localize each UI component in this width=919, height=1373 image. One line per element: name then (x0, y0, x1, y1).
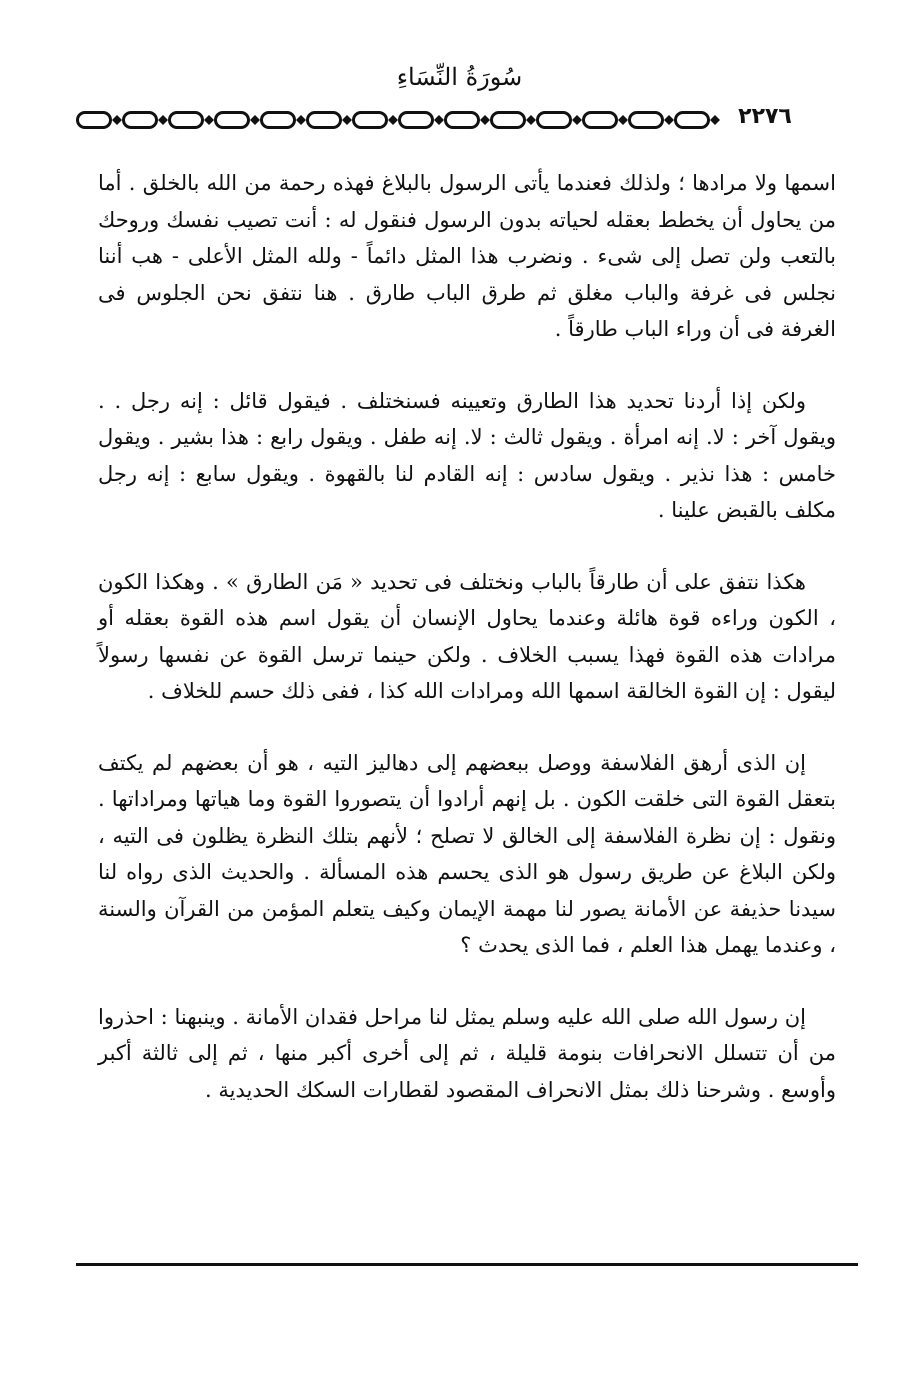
paragraph: إن الذى أرهق الفلاسفة ووصل ببعضهم إلى دهاليز التيه ، هو أن بعضهم لم يكتف بتعقل القوة التى خلقت الكون . بل إنهم أرادوا أن يتصوروا القوة وما هياتها ومراداتها . ونقول : إن نظرة الفلاسفة إلى الخالق لا تصلح ؛ لأنهم بتلك النظرة يظلون فى التيه ، ولكن البلاغ عن طريق رسول هو الذى يحسم هذه المسألة . والحديث الذى رواه لنا سيدنا حذيفة عن الأمانة يصور لنا مهمة الإيمان وكيف يتعلم المؤمن من القرآن والسنة ، وعندما يهمل هذا العلم ، فما الذى يحدث ؟ (98, 750, 836, 957)
chain-diamond (112, 115, 122, 125)
page-number: ٢٢٧٦ (720, 104, 810, 130)
chain-link (170, 113, 203, 128)
chain-link (124, 113, 157, 128)
chain-diamond (664, 115, 674, 125)
chain-link (446, 113, 479, 128)
chain-diamond (710, 115, 720, 125)
paragraph: ولكن إذا أردنا تحديد هذا الطارق وتعيينه فسنختلف . فيقول قائل : إنه رجل . . ويقول آخر : لا. إنه امرأة . ويقول ثالث : لا. إنه طفل . ويقول رابع : هذا بشير . ويقول خامس : هذا نذير . ويقول سادس : إنه القادم لنا بالقهوة . ويقول سابع : إنه رجل مكلف بالقبض علينا . (98, 388, 836, 522)
chain-diamond (618, 115, 628, 125)
paragraph: اسمها ولا مرادها ؛ ولذلك فعندما يأتى الرسول بالبلاغ فهذه رحمة من الله بالخلق . أما من يحاول أن يخطط بعقله لحياته بدون الرسول فنقول له : أنت تصيب نفسك وروحك بالتعب ولن تصل إلى شىء . ونضرب هذا المثل دائماً - ولله المثل الأعلى - هب أننا نجلس فى غرفة والباب مغلق ثم طرق الباب طارق . هنا نتفق نحن الجلوس فى الغرفة فى أن وراء الباب طارقاً . (98, 171, 836, 341)
chain-link (400, 113, 433, 128)
chain-diamond (250, 115, 260, 125)
chain-diamond (388, 115, 398, 125)
bottom-rule (76, 1263, 858, 1266)
chain-link (78, 113, 111, 128)
chain-link (538, 113, 571, 128)
chain-link (216, 113, 249, 128)
chain-diamond (158, 115, 168, 125)
chain-link (354, 113, 387, 128)
body-text (98, 165, 836, 1143)
chain-diamond (342, 115, 352, 125)
paragraph: هكذا نتفق على أن طارقاً بالباب ونختلف فى تحديد « مَن الطارق » . وهكذا الكون ، الكون وراءه قوة هائلة وعندما يحاول الإنسان أن يقول اسم هذه القوة بعقله أو مرادات هذه القوة فهذا يسبب الخلاف . ولكن حينما ترسل القوة عن نفسها رسولاً ليقول : إن القوة الخالقة اسمها الله ومرادات الله كذا ، ففى ذلك حسم للخلاف . (98, 569, 836, 703)
chain-diamond (204, 115, 214, 125)
chain-link (584, 113, 617, 128)
chain-link (262, 113, 295, 128)
chain-diamond (572, 115, 582, 125)
chain-diamond (434, 115, 444, 125)
chain-link (308, 113, 341, 128)
chain-link (676, 113, 709, 128)
paragraph: إن رسول الله صلى الله عليه وسلم يمثل لنا مراحل فقدان الأمانة . وينبهنا : احذروا من أن تتسلل الانحرافات بنومة قليلة ، ثم إلى أخرى أكبر منها ، ثم إلى ثالثة أكبر وأوسع . وشرحنا ذلك بمثل الانحراف المقصود لقطارات السكك الحديدية . (98, 1004, 836, 1102)
chain-diamond (526, 115, 536, 125)
chain-link (630, 113, 663, 128)
chain-diamond (296, 115, 306, 125)
surah-title: سُورَةُ النِّسَاءِ (396, 63, 523, 91)
chain-diamond (480, 115, 490, 125)
chain-link (492, 113, 525, 128)
